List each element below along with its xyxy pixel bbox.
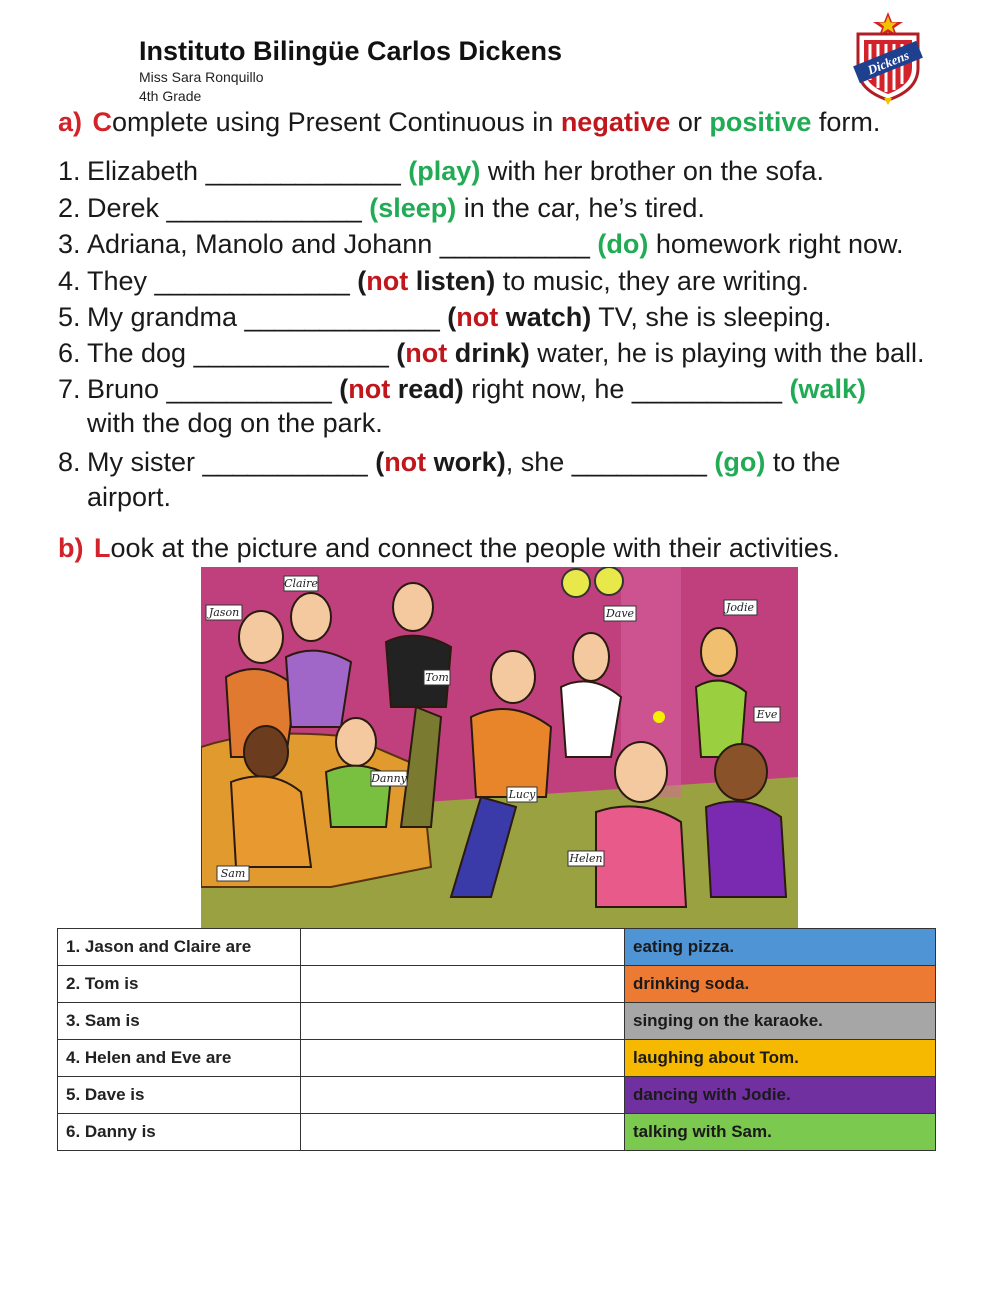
word-negative: negative bbox=[560, 107, 671, 137]
item-text: with her brother on the sofa. bbox=[480, 156, 825, 186]
verb-hint: (sleep) bbox=[369, 193, 457, 223]
answer-drop-cell[interactable] bbox=[301, 1040, 625, 1077]
word-positive: positive bbox=[709, 107, 812, 137]
activity-option[interactable]: eating pizza. bbox=[625, 929, 936, 966]
subject-cell: 5. Dave is bbox=[58, 1077, 301, 1114]
verb-hint: (do) bbox=[597, 229, 649, 259]
label-helen: Helen bbox=[569, 852, 603, 865]
item-text: Adriana, Manolo and Johann __________ bbox=[87, 229, 598, 259]
item-number: 4. bbox=[58, 266, 81, 296]
label-lucy: Lucy bbox=[508, 788, 536, 801]
instruction-b bbox=[58, 533, 840, 564]
item-number: 8. bbox=[58, 447, 81, 477]
item-number: 6. bbox=[58, 338, 81, 368]
section-letter-b: b) bbox=[58, 533, 84, 563]
verb-hint: (go) bbox=[714, 447, 766, 477]
item-number: 1. bbox=[58, 156, 81, 186]
exercise-item bbox=[58, 263, 809, 299]
verb-hint: (play) bbox=[408, 156, 481, 186]
verb-hint: drink) bbox=[447, 338, 530, 368]
label-eve: Eve bbox=[756, 708, 778, 721]
activity-option[interactable]: talking with Sam. bbox=[625, 1114, 936, 1151]
verb-hint: read) bbox=[390, 374, 464, 404]
exercise-item bbox=[58, 226, 904, 262]
subject-cell: 6. Danny is bbox=[58, 1114, 301, 1151]
verb-hint: (walk) bbox=[789, 374, 867, 404]
exercise-item bbox=[58, 371, 866, 407]
verb-hint-open: ( bbox=[339, 374, 349, 404]
word-not: not bbox=[348, 374, 391, 404]
exercise-item bbox=[58, 153, 824, 189]
table-row bbox=[58, 1114, 936, 1151]
table-row bbox=[58, 1003, 936, 1040]
party-picture bbox=[201, 567, 798, 929]
verb-hint: watch) bbox=[498, 302, 592, 332]
exercise-item bbox=[58, 190, 705, 226]
table-row bbox=[58, 1040, 936, 1077]
item-text: Derek _____________ bbox=[87, 193, 370, 223]
item-text: TV, she is sleeping. bbox=[591, 302, 832, 332]
item-number: 3. bbox=[58, 229, 81, 259]
verb-hint: listen) bbox=[408, 266, 496, 296]
word-not: not bbox=[456, 302, 499, 332]
table-row bbox=[58, 929, 936, 966]
label-tom: Tom bbox=[425, 671, 449, 684]
item-text: They _____________ bbox=[87, 266, 358, 296]
item-number: 5. bbox=[58, 302, 81, 332]
word-form: form. bbox=[811, 107, 881, 137]
item-number: 7. bbox=[58, 374, 81, 404]
verb-hint-open: ( bbox=[396, 338, 406, 368]
teacher-name: Miss Sara Ronquillo bbox=[139, 69, 264, 85]
item-text: in the car, he’s tired. bbox=[456, 193, 705, 223]
word-or: or bbox=[670, 107, 710, 137]
word-not: not bbox=[366, 266, 409, 296]
item-text: homework right now. bbox=[648, 229, 904, 259]
verb-hint-open: ( bbox=[357, 266, 367, 296]
section-letter-a: a) bbox=[58, 107, 83, 137]
item-text: , she _________ bbox=[505, 447, 715, 477]
logo-text: Dickens bbox=[865, 47, 912, 78]
item-text: water, he is playing with the ball. bbox=[529, 338, 925, 368]
exercise-item bbox=[58, 299, 831, 335]
table-row bbox=[58, 966, 936, 1003]
label-claire: Claire bbox=[284, 577, 318, 590]
instruction-text: omplete using Present Continuous in bbox=[112, 107, 561, 137]
subject-cell: 3. Sam is bbox=[58, 1003, 301, 1040]
answer-drop-cell[interactable] bbox=[301, 966, 625, 1003]
verb-hint: work) bbox=[426, 447, 506, 477]
exercise-item bbox=[58, 335, 925, 371]
word-not: not bbox=[405, 338, 448, 368]
answer-drop-cell[interactable] bbox=[301, 1114, 625, 1151]
item-number: 2. bbox=[58, 193, 81, 223]
subject-cell: 4. Helen and Eve are bbox=[58, 1040, 301, 1077]
activity-option[interactable]: singing on the karaoke. bbox=[625, 1003, 936, 1040]
item-text: to the bbox=[765, 447, 841, 477]
item-text: Bruno ___________ bbox=[87, 374, 340, 404]
activity-option[interactable]: laughing about Tom. bbox=[625, 1040, 936, 1077]
item-text: The dog _____________ bbox=[87, 338, 397, 368]
label-dave: Dave bbox=[605, 607, 635, 620]
verb-hint-open: ( bbox=[375, 447, 385, 477]
word-not: not bbox=[384, 447, 427, 477]
grade-label: 4th Grade bbox=[139, 88, 202, 104]
label-jodie: Jodie bbox=[725, 601, 755, 614]
matching-table bbox=[57, 928, 936, 1151]
item-text: Elizabeth _____________ bbox=[87, 156, 409, 186]
verb-hint-open: ( bbox=[447, 302, 457, 332]
school-name: Instituto Bilingüe Carlos Dickens bbox=[139, 36, 563, 66]
label-jason: Jason bbox=[208, 606, 240, 619]
item-text: right now, he __________ bbox=[463, 374, 790, 404]
activity-option[interactable]: dancing with Jodie. bbox=[625, 1077, 936, 1114]
subject-cell: 2. Tom is bbox=[58, 966, 301, 1003]
first-letter-b: L bbox=[94, 533, 111, 563]
item-text: My sister ___________ bbox=[87, 447, 376, 477]
table-row bbox=[58, 1077, 936, 1114]
activity-option[interactable]: drinking soda. bbox=[625, 966, 936, 1003]
item-text: to music, they are writing. bbox=[495, 266, 809, 296]
exercise-continuation: with the dog on the park. bbox=[87, 408, 383, 438]
label-danny: Danny bbox=[371, 772, 407, 785]
answer-drop-cell[interactable] bbox=[301, 1077, 625, 1114]
answer-drop-cell[interactable] bbox=[301, 929, 625, 966]
school-logo bbox=[848, 10, 928, 106]
subject-cell: 1. Jason and Claire are bbox=[58, 929, 301, 966]
label-sam: Sam bbox=[220, 867, 246, 880]
exercise-item bbox=[58, 444, 840, 480]
first-letter-a: C bbox=[92, 107, 113, 137]
item-text: My grandma _____________ bbox=[87, 302, 448, 332]
instruction-a bbox=[58, 107, 880, 138]
instruction-text: ook at the picture and connect the people with their activities. bbox=[110, 533, 840, 563]
exercise-continuation: airport. bbox=[87, 482, 172, 512]
answer-drop-cell[interactable] bbox=[301, 1003, 625, 1040]
